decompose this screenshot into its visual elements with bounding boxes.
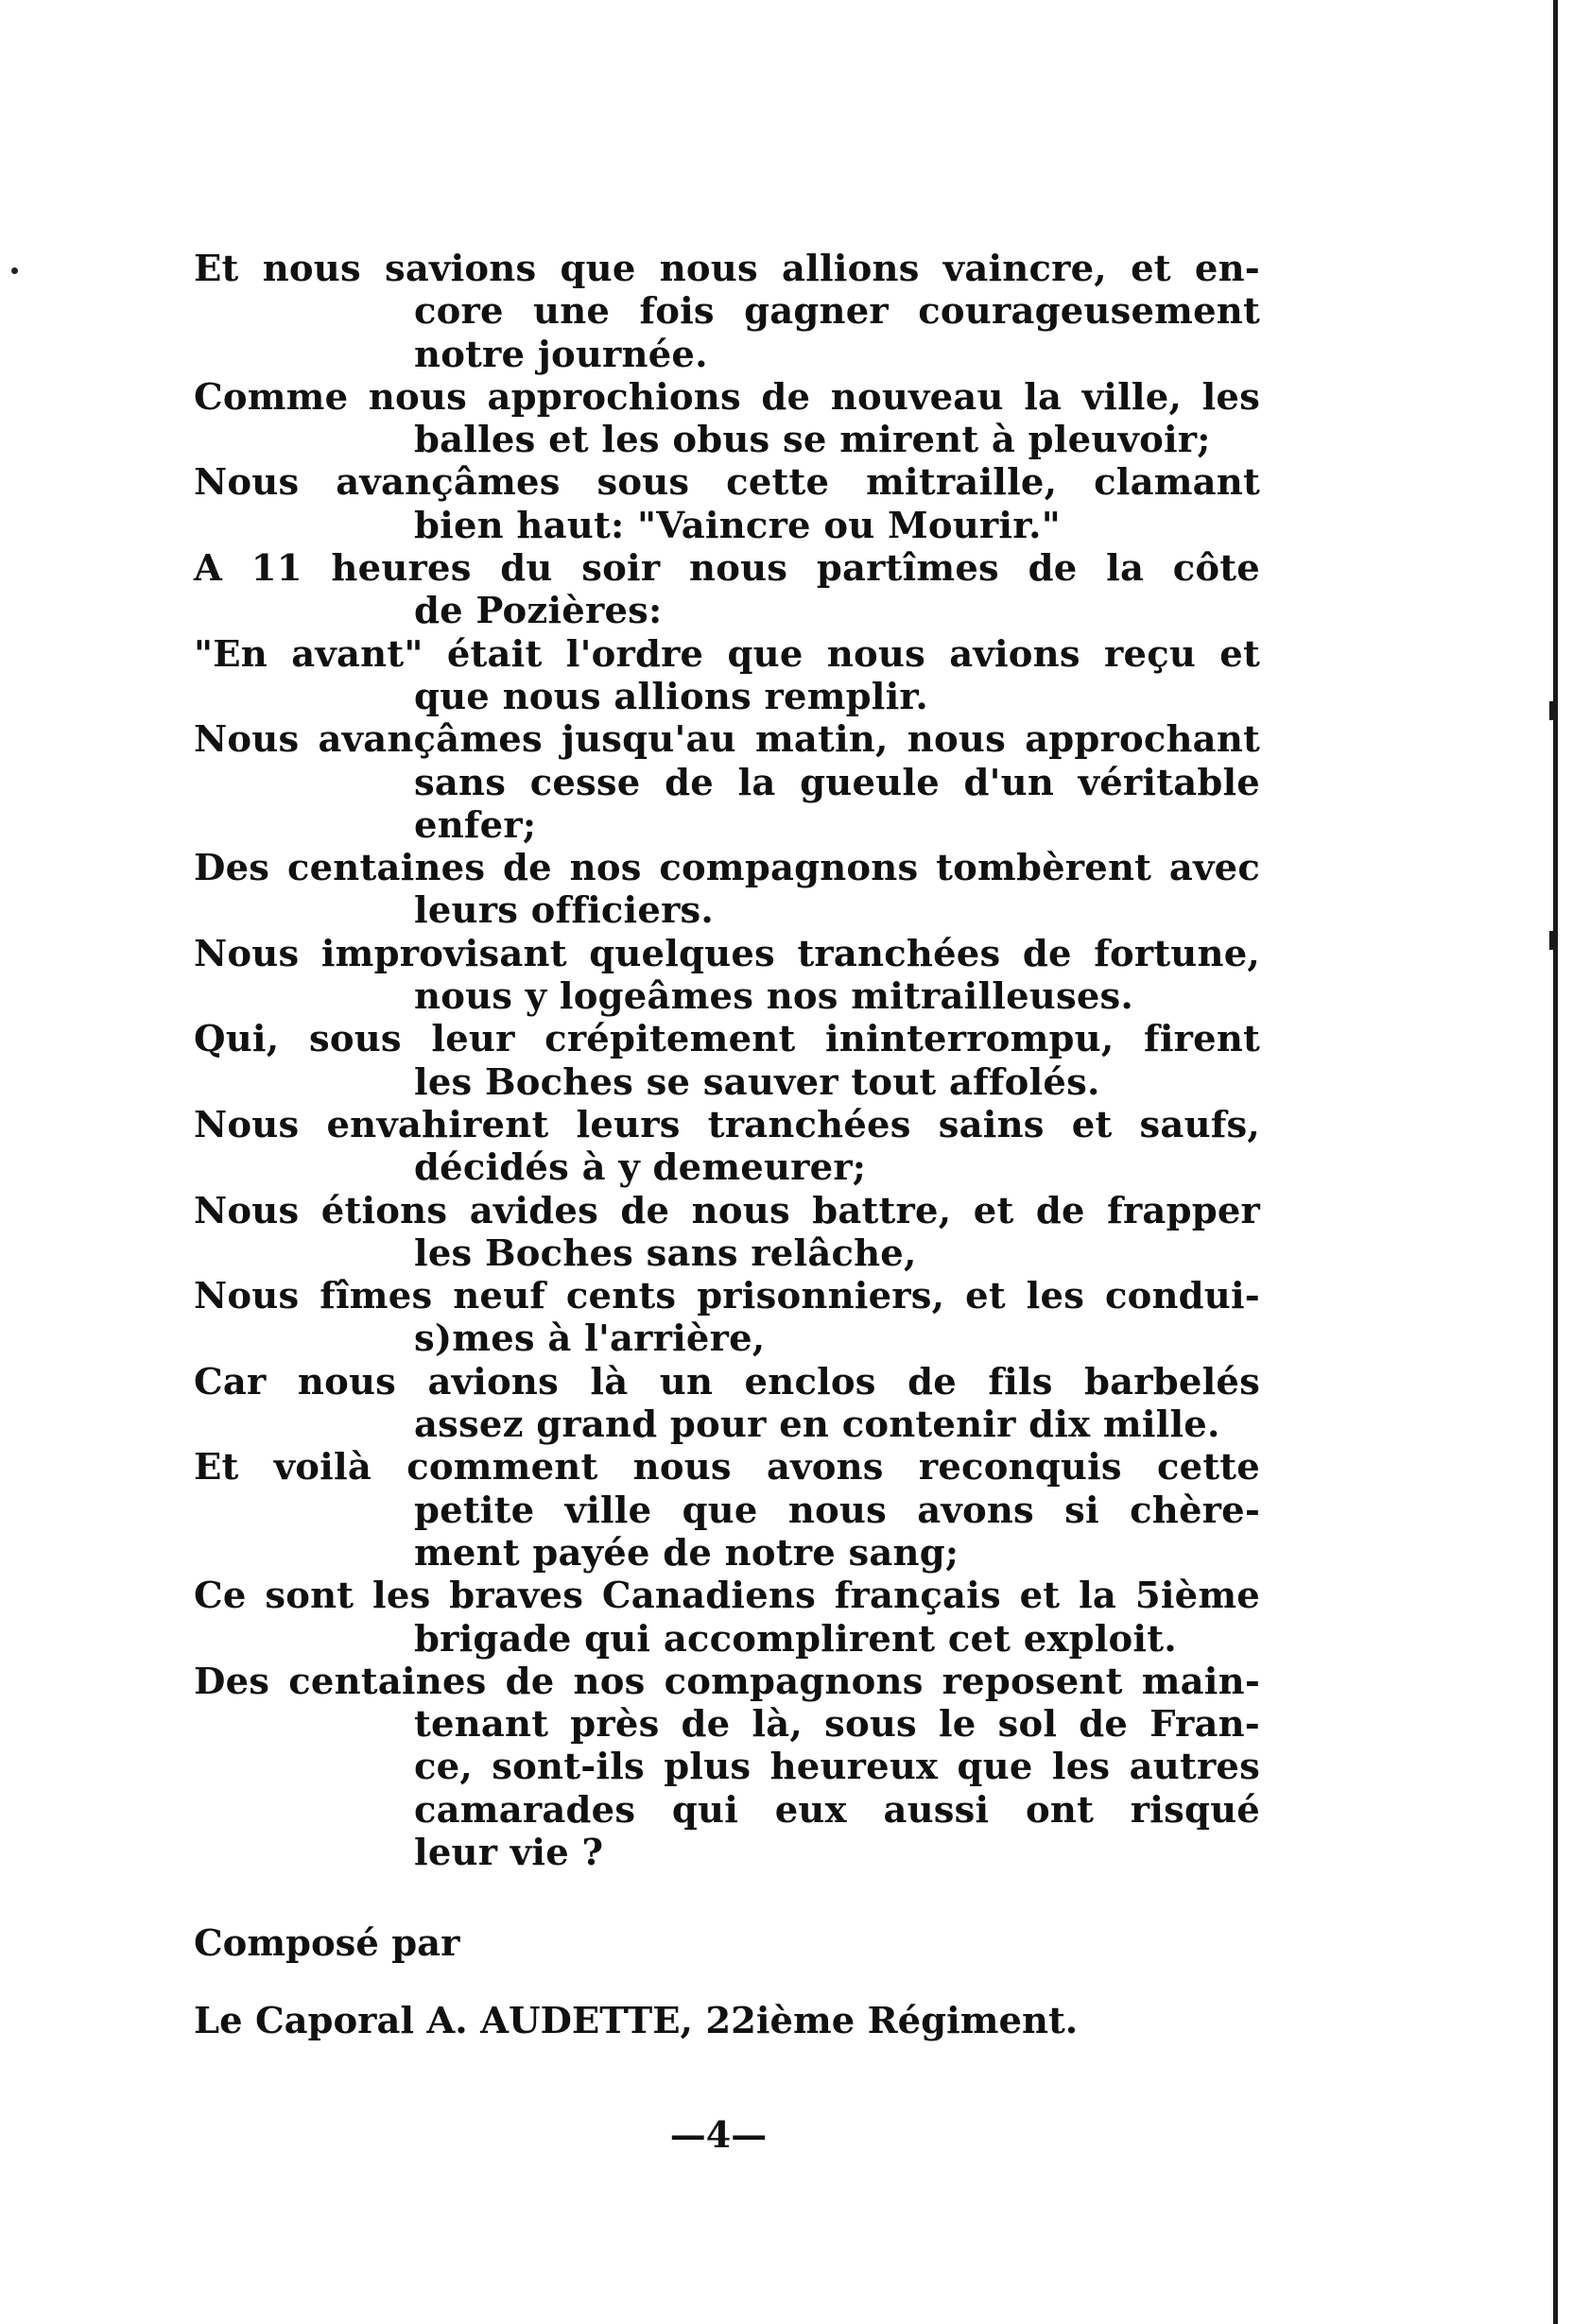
credit-label: Composé par: [194, 1922, 460, 1965]
page-edge-notch: [1549, 931, 1558, 950]
poem-line: assez grand pour en contenir dix mille.: [414, 1403, 1220, 1447]
poem-line: leurs officiers.: [414, 889, 715, 933]
poem-line: Et voilà comment nous avons reconquis cette: [194, 1446, 1260, 1489]
poem-line: Car nous avions là un enclos de fils barbelés: [194, 1360, 1260, 1403]
poem-line: Qui, sous leur crépitement ininterrompu, firent: [194, 1018, 1260, 1061]
poem-line: Nous envahirent leurs tranchées sains et saufs,: [194, 1103, 1260, 1146]
poem-line: que nous allions remplir.: [414, 675, 928, 718]
poem-line: les Boches sans relâche,: [414, 1231, 917, 1275]
author-name: Le Caporal A. AUDETTE, 22ième Régiment.: [194, 2000, 1079, 2042]
poem-line: nous y logeâmes nos mitrailleuses.: [414, 975, 1134, 1019]
poem-line: Nous improvisant quelques tranchées de fortune,: [194, 932, 1260, 975]
poem-line: Nous avançâmes sous cette mitraille, clamant: [194, 461, 1260, 505]
poem-line: core une fois gagner courageusement: [414, 290, 1260, 334]
poem-line: s)mes à l'arrière,: [414, 1317, 766, 1361]
poem-line: leur vie ?: [414, 1831, 604, 1874]
poem-line: balles et les obus se mirent à pleuvoir;: [414, 419, 1211, 462]
poem-line: enfer;: [414, 803, 537, 847]
poem-line: petite ville que nous avons si chère-: [414, 1489, 1260, 1532]
poem-line: Et nous savions que nous allions vaincre, et en-: [194, 248, 1260, 290]
poem-line: brigade qui accomplirent cet exploit.: [414, 1617, 1177, 1661]
poem-line: les Boches se sauver tout affolés.: [414, 1060, 1100, 1104]
poem-line: Nous avançâmes jusqu'au matin, nous approchant: [194, 718, 1260, 762]
page-edge-line: [1553, 0, 1558, 2324]
poem-line: décidés à y demeurer;: [414, 1146, 867, 1190]
poem-text: [194, 248, 1260, 1874]
poem-line: Nous fîmes neuf cents prisonniers, et les condui-: [194, 1275, 1260, 1318]
poem-line: notre journée.: [414, 333, 708, 376]
poem-line: Des centaines de nos compagnons tombèrent avec: [194, 847, 1260, 890]
poem-line: bien haut: "Vaincre ou Mourir.": [414, 504, 1062, 547]
poem-line: de Pozières:: [414, 590, 663, 633]
poem-line: tenant près de là, sous le sol de Fran-: [414, 1703, 1260, 1747]
poem-line: ment payée de notre sang;: [414, 1531, 959, 1575]
poem-line: camarades qui eux aussi ont risqué: [414, 1788, 1260, 1832]
poem-line: sans cesse de la gueule d'un véritable: [414, 761, 1260, 804]
poem-line: Nous étions avides de nous battre, et de frapper: [194, 1189, 1260, 1232]
poem-line: "En avant" était l'ordre que nous avions reçu et: [194, 632, 1260, 676]
poem-line: Comme nous approchions de nouveau la ville, les: [194, 375, 1260, 419]
poem-line: ce, sont-ils plus heureux que les autres: [414, 1746, 1260, 1789]
poem-line: A 11 heures du soir nous partîmes de la côte: [194, 547, 1260, 591]
poem-line: Des centaines de nos compagnons reposent main-: [194, 1660, 1260, 1703]
stray-ink-mark: [11, 267, 18, 274]
page-number: —4—: [669, 2113, 768, 2156]
page-edge-notch: [1549, 701, 1558, 720]
poem-line: Ce sont les braves Canadiens français et la 5ième: [194, 1575, 1260, 1618]
